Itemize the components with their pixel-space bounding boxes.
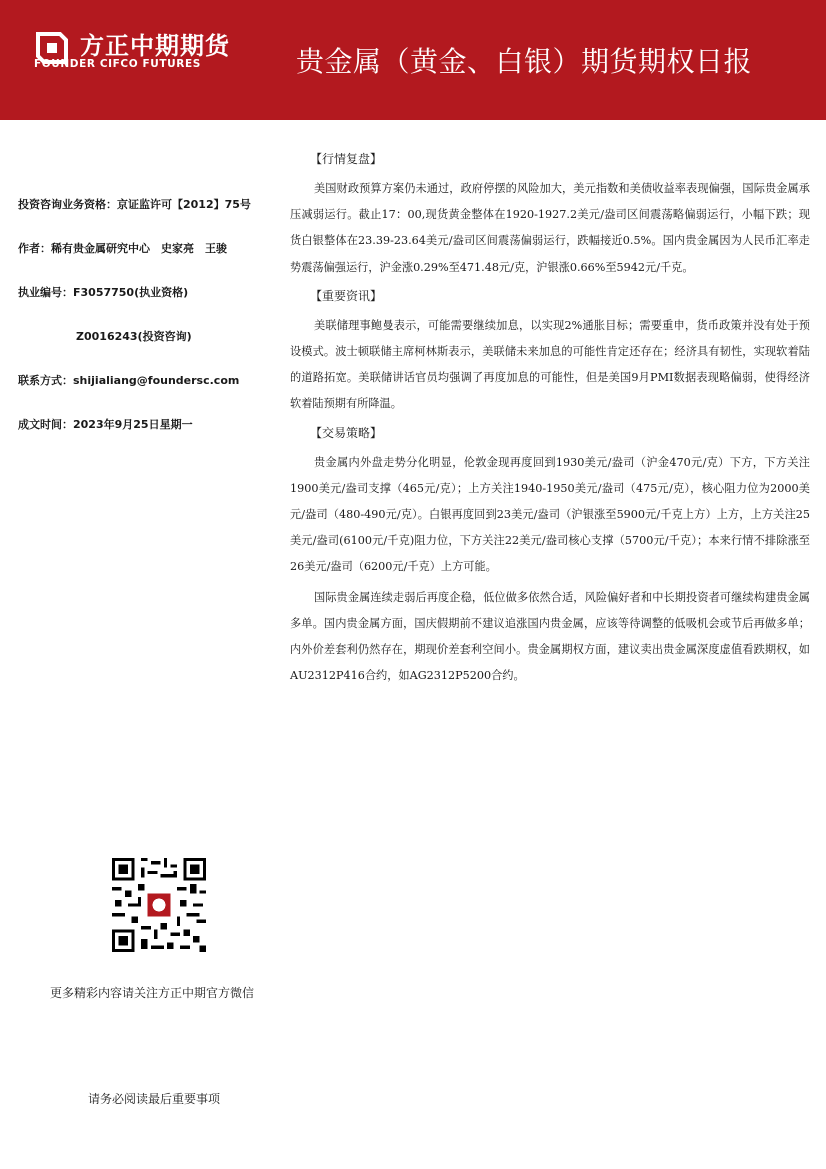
report-header [0, 0, 826, 120]
contact-line: 联系方式：shijialiang@foundersc.com [18, 374, 240, 387]
qr-caption: 更多精彩内容请关注方正中期官方微信 [50, 986, 255, 1000]
date-line: 成文时间：2023年9月25日星期一 [18, 418, 193, 431]
report-info-sidebar [18, 198, 268, 462]
news-paragraph: 美联储理事鲍曼表示，可能需要继续加息，以实现2%通胀目标；需要重申，货币政策并没有处于预设模式。波士顿联储主席柯林斯表示，美联储未来加息的可能性肯定还存在；经济具有韧性，实现软着陆的道路拓宽。美联储讲话官员均强调了再度加息的可能性，但是美国9月PMI数据表现略偏弱，使得经济软着陆预期有所降温。 [290, 318, 810, 411]
logo-chinese-name: 方正中期期货 [80, 32, 230, 60]
report-title: 贵金属（黄金、白银）期货期权日报 [296, 45, 753, 78]
authors-line: 作者：稀有贵金属研究中心 史家亮 王骏 [18, 242, 227, 255]
logo-english-name: FOUNDER CIFCO FUTURES [34, 58, 201, 70]
license-line-1: 执业编号：F3057750(执业资格) [18, 286, 189, 299]
wechat-qr-code-icon [112, 858, 206, 952]
review-paragraph: 美国财政预算方案仍未通过，政府停摆的风险加大，美元指数和美债收益率表现偏强，国际贵金属承压减弱运行。截止17：00,现货黄金整体在1920-1927.2美元/盎司区间震荡略偏弱运行，小幅下跌；现货白银整体在23.39-23.64美元/盎司区间震荡偏弱运行，跌幅接近0.5%。国内贵金属因为人民币汇率走势震荡偏强运行，沪金涨0.29%至471.48元/克，沪银涨0.66%至5942元/千克。 [290, 182, 810, 274]
section-title-review: 【行情复盘】 [310, 152, 383, 166]
strategy-paragraph-1: 贵金属内外盘走势分化明显，伦敦金现再度回到1930美元/盎司（沪金470元/克）下方，下方关注1900美元/盎司支撑（465元/克）；上方关注1940-1950美元/盎司（475元/克），核心阻力位为2000美元/盎司（480-490元/克）。白银再度回到23美元/盎司（沪银涨至5900元/千克上方）上方，上方关注25美元/盎司(6100元/千克)阻力位，下方关注22美元/盎司核心支撑（5700元/千克）；本来行情不排除涨至26美元/盎司（6200元/千克）上方可能。 [290, 455, 810, 574]
license-line-2: Z0016243(投资咨询) [76, 330, 192, 343]
report-body [290, 148, 810, 693]
strategy-paragraph-2: 国际贵金属连续走弱后再度企稳，低位做多依然合适，风险偏好者和中长期投资者可继续构建贵金属多单。国内贵金属方面，国庆假期前不建议追涨国内贵金属，应该等待调整的低吸机会或节后再做多单；内外价差套利仍然存在，期现价差套利空间小。贵金属期权方面，建议卖出贵金属深度虚值看跌期权，如AU2312P416合约，如AG2312P5200合约。 [290, 590, 810, 683]
qualification-line: 投资咨询业务资格：京证监许可【2012】75号 [18, 198, 251, 211]
section-title-news: 【重要资讯】 [310, 288, 383, 303]
section-title-strategy: 【交易策略】 [310, 425, 383, 440]
disclaimer-note: 请务必阅读最后重要事项 [88, 1092, 221, 1106]
company-logo [0, 0, 262, 120]
